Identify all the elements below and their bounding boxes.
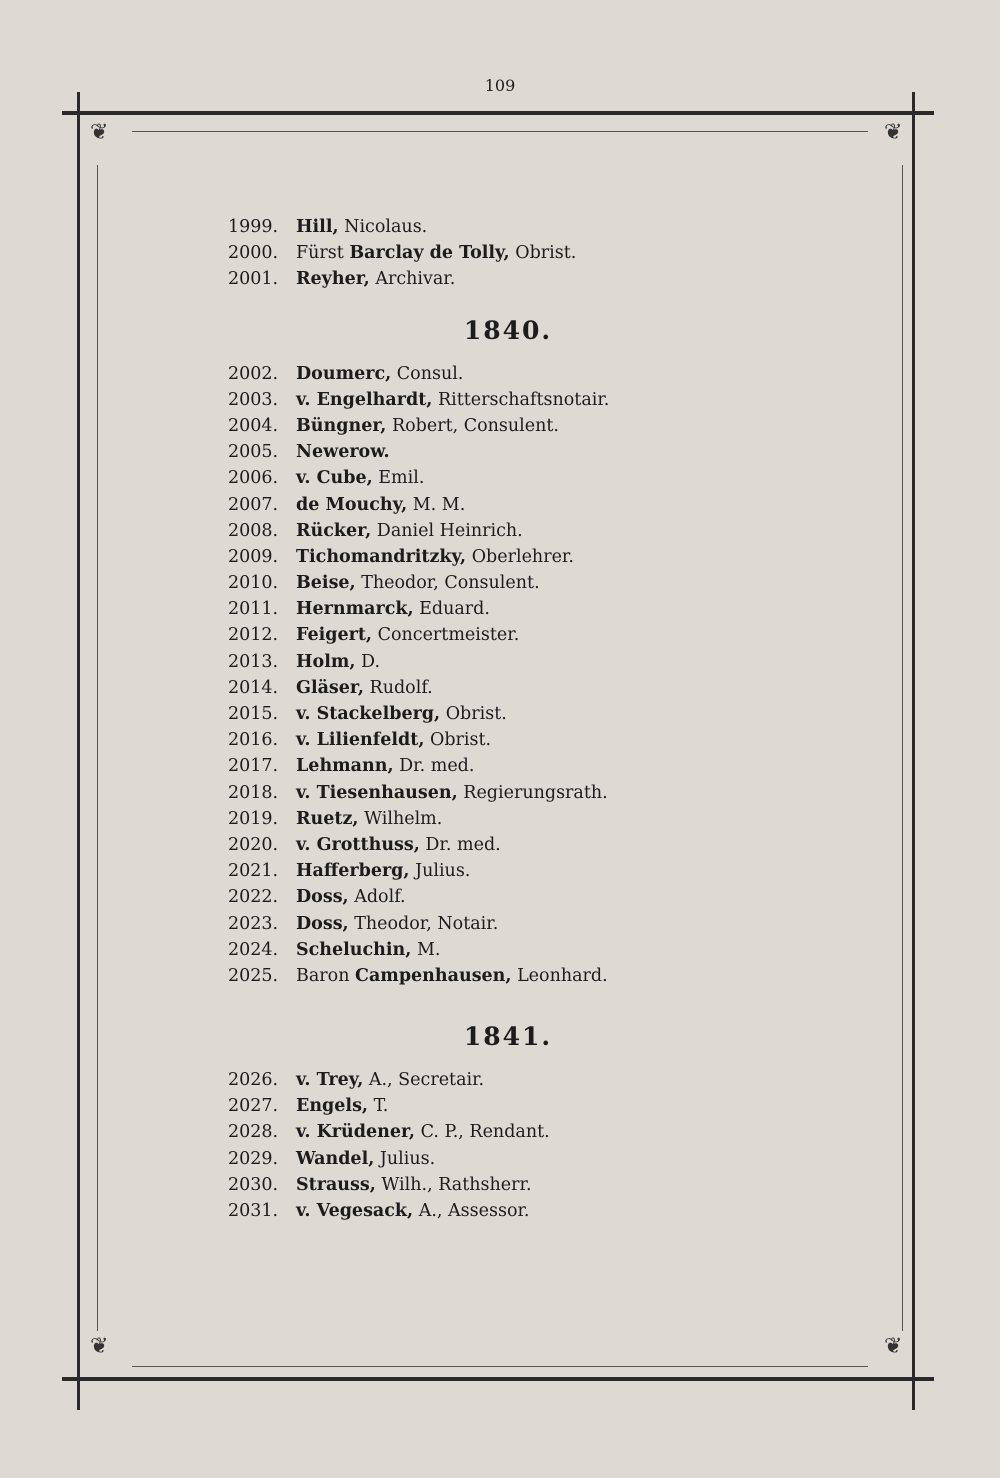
entry-name: v. Cube, bbox=[296, 468, 373, 489]
entry-name: v. Lilienfeldt, bbox=[296, 730, 425, 751]
entry-name: Gläser, bbox=[296, 677, 364, 698]
corner-ornament-top-left-icon: ❦ bbox=[90, 120, 109, 145]
inner-frame-right bbox=[902, 165, 903, 1331]
entry-number: 2002. bbox=[228, 363, 279, 384]
entry-name: Engels, bbox=[296, 1096, 369, 1117]
entry-number: 2001. bbox=[228, 269, 279, 290]
entry-detail: Theodor, Consulent. bbox=[355, 573, 540, 594]
list-item bbox=[228, 266, 788, 292]
list-item bbox=[228, 361, 788, 387]
year-heading: 1840. bbox=[463, 315, 553, 345]
entry-name: v. Grotthuss, bbox=[296, 834, 420, 855]
entry-name: Newerow. bbox=[296, 442, 390, 463]
entry-name: Barclay de Tolly, bbox=[349, 243, 510, 264]
list-item bbox=[228, 492, 788, 518]
entry-detail: Obrist. bbox=[440, 704, 507, 724]
list-item bbox=[228, 832, 788, 858]
entry-detail: Dr. med. bbox=[393, 756, 475, 777]
corner-ornament-bottom-left-icon: ❦ bbox=[90, 1334, 109, 1359]
list-item bbox=[228, 1146, 788, 1172]
list-item bbox=[228, 937, 788, 963]
entry-name: Doss, bbox=[296, 887, 349, 908]
list-item bbox=[228, 465, 788, 491]
entry-number: 2028. bbox=[228, 1122, 279, 1143]
entry-detail: Julius. bbox=[409, 861, 471, 882]
entry-detail: M. M. bbox=[407, 494, 466, 515]
list-item bbox=[228, 911, 788, 937]
section-1841 bbox=[228, 1007, 788, 1224]
entry-detail: A., Secretair. bbox=[363, 1070, 485, 1091]
entry-number: 2014. bbox=[228, 677, 279, 698]
entry-number: 2007. bbox=[228, 494, 279, 515]
entry-detail: Daniel Heinrich. bbox=[371, 520, 523, 541]
entry-number: 2020. bbox=[228, 834, 279, 855]
list-item bbox=[228, 570, 788, 596]
list-item bbox=[228, 780, 788, 806]
entry-name: Büngner, bbox=[296, 415, 387, 436]
corner-ornament-top-right-icon: ❦ bbox=[884, 120, 903, 145]
entry-number: 2006. bbox=[228, 468, 279, 489]
entry-detail: Obrist. bbox=[424, 730, 492, 751]
corner-ornament-bottom-right-icon: ❦ bbox=[884, 1334, 903, 1359]
entry-name: v. Tiesenhausen, bbox=[296, 782, 458, 803]
entry-number: 2003. bbox=[228, 389, 279, 410]
member-list bbox=[228, 214, 788, 1224]
entry-detail: Ritterschaftsnotair. bbox=[432, 389, 610, 410]
entry-name: Campenhausen, bbox=[355, 965, 512, 986]
entry-detail: T. bbox=[368, 1096, 389, 1117]
entry-detail: Wilh., Rathsherr. bbox=[375, 1174, 532, 1195]
entry-detail: Regierungsrath. bbox=[457, 782, 608, 803]
list-item bbox=[228, 1198, 788, 1224]
entry-name: v. Krüdener, bbox=[296, 1122, 416, 1143]
entry-name: Feigert, bbox=[296, 625, 373, 646]
entry-detail: Wilhelm. bbox=[358, 808, 443, 829]
entry-number: 2015. bbox=[228, 704, 279, 724]
list-item bbox=[228, 858, 788, 884]
list-item bbox=[228, 544, 788, 570]
entry-name: Doss, bbox=[296, 913, 349, 934]
entry-number: 2012. bbox=[228, 625, 279, 646]
list-item bbox=[228, 214, 788, 240]
entry-name: v. Vegesack, bbox=[296, 1201, 414, 1221]
list-item bbox=[228, 240, 788, 266]
page-number: 109 bbox=[484, 76, 516, 95]
entry-detail: Consul. bbox=[391, 363, 464, 384]
list-item bbox=[228, 622, 788, 648]
year-heading: 1841. bbox=[463, 1022, 553, 1052]
inner-frame-top bbox=[132, 131, 868, 132]
list-item bbox=[228, 963, 788, 989]
list-item bbox=[228, 387, 788, 413]
entry-name: v. Trey, bbox=[296, 1070, 364, 1091]
inner-frame-left bbox=[97, 165, 98, 1331]
entry-number: 2024. bbox=[228, 939, 279, 960]
list-item bbox=[228, 413, 788, 439]
entry-detail: Emil. bbox=[372, 468, 425, 489]
entry-detail: Concertmeister. bbox=[372, 625, 520, 646]
entry-name: Wandel, bbox=[296, 1148, 375, 1169]
entry-number: 2026. bbox=[228, 1070, 279, 1091]
entry-detail: Obrist. bbox=[509, 243, 577, 264]
entry-name: v. Stackelberg, bbox=[296, 704, 441, 724]
entry-name: Scheluchin, bbox=[296, 939, 412, 960]
entry-detail: Archivar. bbox=[369, 269, 456, 290]
entry-number: 2029. bbox=[228, 1148, 279, 1169]
entry-number: 2005. bbox=[228, 442, 279, 463]
entry-prefix: Fürst bbox=[296, 243, 350, 264]
list-item bbox=[228, 596, 788, 622]
entry-detail: D. bbox=[355, 651, 381, 672]
section-1840 bbox=[228, 301, 788, 990]
entry-number: 2011. bbox=[228, 599, 279, 620]
frame-right-rule bbox=[912, 92, 915, 1410]
list-item bbox=[228, 884, 788, 910]
inner-frame-bottom bbox=[132, 1366, 868, 1367]
entry-number: 2009. bbox=[228, 546, 279, 567]
entry-name: Hill, bbox=[296, 217, 339, 237]
entry-name: Hernmarck, bbox=[296, 599, 414, 620]
entry-name: Holm, bbox=[296, 651, 356, 672]
entry-number: 2021. bbox=[228, 861, 279, 882]
entry-prefix: Baron bbox=[296, 965, 356, 986]
entry-number: 2022. bbox=[228, 887, 279, 908]
entry-name: Lehmann, bbox=[296, 756, 394, 777]
entry-name: v. Engelhardt, bbox=[296, 389, 433, 410]
frame-top-rule bbox=[62, 111, 934, 115]
frame-bottom-rule bbox=[62, 1377, 934, 1381]
list-item bbox=[228, 1093, 788, 1119]
entry-number: 2000. bbox=[228, 243, 279, 264]
entry-name: Strauss, bbox=[296, 1174, 376, 1195]
entry-detail: Robert, Consulent. bbox=[386, 415, 559, 436]
entry-number: 2004. bbox=[228, 415, 279, 436]
entry-number: 2017. bbox=[228, 756, 279, 777]
entry-number: 2018. bbox=[228, 782, 279, 803]
entry-detail: A., Assessor. bbox=[413, 1201, 530, 1221]
list-item bbox=[228, 727, 788, 753]
entry-name: Hafferberg, bbox=[296, 861, 410, 882]
entry-number: 2013. bbox=[228, 651, 279, 672]
entry-detail: Adolf. bbox=[348, 887, 406, 908]
entry-detail: Rudolf. bbox=[363, 677, 433, 698]
entry-number: 2019. bbox=[228, 808, 279, 829]
list-item bbox=[228, 439, 788, 465]
list-item bbox=[228, 675, 788, 701]
list-item bbox=[228, 806, 788, 832]
entry-number: 2023. bbox=[228, 913, 279, 934]
entry-name: de Mouchy, bbox=[296, 494, 408, 515]
list-item bbox=[228, 649, 788, 675]
list-item bbox=[228, 701, 788, 727]
entry-name: Ruetz, bbox=[296, 808, 359, 829]
entry-number: 2016. bbox=[228, 730, 279, 751]
list-item bbox=[228, 1119, 788, 1145]
entry-detail: Nicolaus. bbox=[338, 217, 428, 237]
entry-number: 2027. bbox=[228, 1096, 279, 1117]
list-item bbox=[228, 1172, 788, 1198]
entry-number: 2030. bbox=[228, 1174, 279, 1195]
entry-name: Reyher, bbox=[296, 269, 370, 290]
entry-detail: Julius. bbox=[374, 1148, 436, 1169]
list-item bbox=[228, 753, 788, 779]
entry-name: Doumerc, bbox=[296, 363, 392, 384]
list-item bbox=[228, 1067, 788, 1093]
entry-detail: Dr. med. bbox=[419, 834, 501, 855]
entry-detail: Theodor, Notair. bbox=[348, 913, 499, 934]
entry-number: 1999. bbox=[228, 217, 279, 237]
entry-name: Beise, bbox=[296, 573, 356, 594]
entry-name: Rücker, bbox=[296, 520, 372, 541]
frame-left-rule bbox=[77, 92, 80, 1410]
entry-name: Tichomandritzky, bbox=[296, 546, 467, 567]
section-continued bbox=[228, 214, 788, 293]
entry-detail: Leonhard. bbox=[511, 965, 608, 986]
entry-number: 2025. bbox=[228, 965, 279, 986]
entry-number: 2031. bbox=[228, 1201, 279, 1221]
entry-detail: Oberlehrer. bbox=[466, 546, 574, 567]
entry-number: 2008. bbox=[228, 520, 279, 541]
entry-number: 2010. bbox=[228, 573, 279, 594]
entry-detail: C. P., Rendant. bbox=[415, 1122, 550, 1143]
entry-detail: Eduard. bbox=[413, 599, 490, 620]
list-item bbox=[228, 518, 788, 544]
entry-detail: M. bbox=[411, 939, 441, 960]
